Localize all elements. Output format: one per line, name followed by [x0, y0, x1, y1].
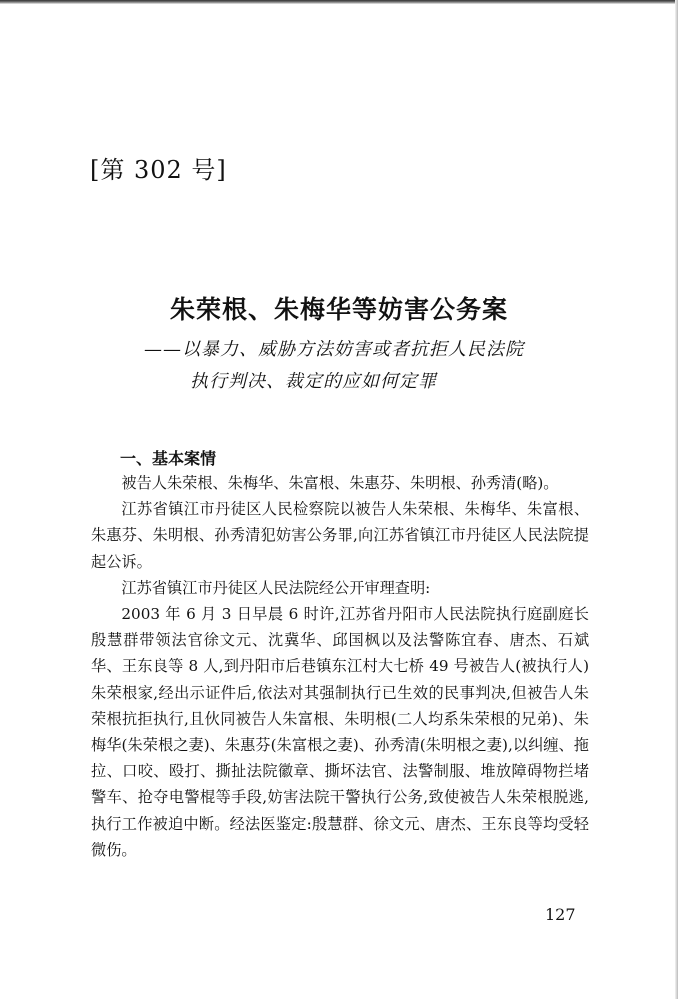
paragraph-facts: 2003 年 6 月 3 日早晨 6 时许,江苏省丹阳市人民法院执行庭副庭长殷慧群带领法官徐文元、沈冀华、邱国枫以及法警陈宜春、唐杰、石斌华、王东良等 8 人,到丹阳市后巷镇东江村大七桥 49 号被告人(被执行人)朱荣根家,经出示证件后,依法对其强制执行已生效的民事判决,但被告人朱荣根抗拒执行,且伙同被告人朱富根、朱明根(二人均系朱荣根的兄弟)、朱梅华(朱荣根之妻)、朱惠芬(朱富根之妻)、孙秀清(朱明根之妻),以纠缠、拖拉、口咬、殴打、撕扯法院徽章、撕坏法官、法警制服、堆放障碍物拦堵警车、抢夺电警棍等手段,妨害法院干警执行公务,致使被告人朱荣根脱逃,执行工作被迫中断。经法医鉴定:殷慧群、徐文元、唐杰、王东良等均受轻微伤。 [91, 605, 589, 859]
page-number: 127 [545, 905, 576, 924]
subtitle-line-1: ——以暴力、威胁方法妨害或者抗拒人民法院 [144, 339, 524, 360]
paragraph-prosecution: 江苏省镇江市丹徒区人民检察院以被告人朱荣根、朱梅华、朱富根、朱惠芬、朱明根、孙秀清犯妨害公务罪,向江苏省镇江市丹徒区人民法院提起公诉。 [91, 500, 589, 571]
subtitle-line-2: 执行判决、裁定的应如何定罪 [190, 371, 437, 392]
scan-edge-top [0, 0, 678, 4]
body-text [91, 470, 589, 863]
case-number: [第 302 号] [90, 156, 227, 184]
section-heading: 一、基本案情 [120, 449, 217, 468]
paragraph-defendants: 被告人朱荣根、朱梅华、朱富根、朱惠芬、朱明根、孙秀清(略)。 [121, 474, 559, 492]
paragraph-trial: 江苏省镇江市丹徒区人民法院经公开审理查明: [121, 578, 431, 597]
case-title: 朱荣根、朱梅华等妨害公务案 [169, 295, 508, 324]
